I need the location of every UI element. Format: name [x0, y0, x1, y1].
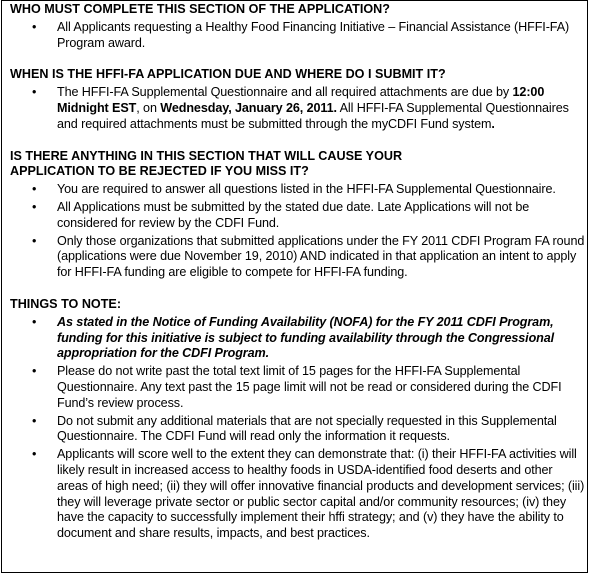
list-item — [10, 85, 585, 132]
heading-line: THINGS TO NOTE: — [10, 296, 122, 311]
bullet-icon: • — [32, 364, 37, 379]
bullet-list — [10, 85, 585, 132]
bullet-list — [10, 315, 585, 542]
bullet-list — [10, 20, 585, 52]
section-heading — [10, 67, 585, 83]
list-item-text-part: The HFFI-FA Supplemental Questionnaire and all required attachments are due by — [57, 85, 513, 100]
due-date: Wednesday, January 26, 2011. — [160, 100, 337, 115]
bullet-icon: • — [32, 233, 37, 248]
heading-line: WHEN IS THE HFFI-FA APPLICATION DUE AND WHERE DO I SUBMIT IT? — [10, 67, 446, 82]
list-item — [10, 447, 585, 542]
list-item — [10, 20, 585, 52]
list-item-text: Only those organizations that submitted applications under the FY 2011 CDFI Program FA round (applications were due November 19, 2010) AND indicated in that application an intent to apply for HFFI-FA funding are eligible to compete for HFFI-FA funding. — [57, 233, 585, 280]
list-item-text-part: . — [491, 116, 495, 131]
heading-line: WHO MUST COMPLETE THIS SECTION OF THE APPLICATION? — [10, 2, 390, 16]
bullet-icon: • — [32, 199, 37, 214]
list-item-text-part: All HFFI-FA Supplemental Questionnaires and required attachments must be submitted through the myCDFI Fund system — [57, 100, 569, 131]
section-when-due — [10, 67, 585, 132]
section-who-must-complete — [10, 2, 585, 51]
list-item-text: Applicants will score well to the extent they can demonstrate that: (i) their HFFI-FA activities will likely result in increased access to healthy foods in USDA-identified food deserts and other areas of high need; (ii) they will offer innovative financial products and development services; (iii) they will leverage private sector or public sector capital and/or community resources; (iv) they have the capacity to successfully implement their hffi strategy; and (v) they have the ability to document and share results, impacts, and best practices. — [57, 447, 585, 541]
list-item — [10, 200, 585, 232]
bullet-icon: • — [32, 85, 37, 100]
list-item — [10, 234, 585, 281]
list-item-text: All Applicants requesting a Healthy Food Financing Initiative – Financial Assistance (HFFI-FA) Program award. — [57, 19, 570, 50]
list-item — [10, 315, 585, 362]
heading-line: APPLICATION TO BE REJECTED IF YOU MISS IT? — [10, 164, 309, 179]
section-rejection-causes — [10, 149, 585, 281]
bullet-icon: • — [32, 447, 37, 462]
list-item-text-emphasis: As stated in the Notice of Funding Availability (NOFA) for the FY 2011 CDFI Program, funding for this initiative is subject to funding availability through the Congressional appropriation for the CDFI Program. — [57, 314, 555, 361]
bullet-icon: • — [32, 413, 37, 428]
list-item-text: You are required to answer all questions listed in the HFFI-FA Supplemental Questionnaire. — [57, 182, 556, 197]
list-item-text: Do not submit any additional materials that are not specially requested in this Supplemental Questionnaire. The CDFI Fund will read only the information it requests. — [57, 413, 557, 444]
list-item — [10, 182, 585, 198]
list-item — [10, 414, 585, 446]
bullet-icon: • — [32, 19, 37, 34]
list-item-text-part: , on — [136, 100, 161, 115]
list-item-text: Please do not write past the total text limit of 15 pages for the HFFI-FA Supplemental Questionnaire. Any text past the 15 page limit will not be read or considered during the CDFI Fund’s review process. — [57, 364, 562, 410]
list-item — [10, 364, 585, 411]
section-heading — [10, 297, 585, 313]
section-things-to-note — [10, 297, 585, 542]
heading-line: IS THERE ANYTHING IN THIS SECTION THAT WILL CAUSE YOUR — [10, 148, 403, 163]
section-heading — [10, 149, 585, 181]
list-item-text: All Applications must be submitted by the stated due date. Late Applications will not be considered for review by the CDFI Fund. — [57, 199, 530, 230]
document-content — [10, 2, 585, 544]
bullet-list — [10, 182, 585, 281]
due-time: 12:00 Midnight EST — [57, 85, 545, 115]
section-heading — [10, 2, 585, 18]
document-frame — [1, 0, 588, 573]
bullet-icon: • — [32, 182, 37, 197]
bullet-icon: • — [32, 314, 37, 329]
